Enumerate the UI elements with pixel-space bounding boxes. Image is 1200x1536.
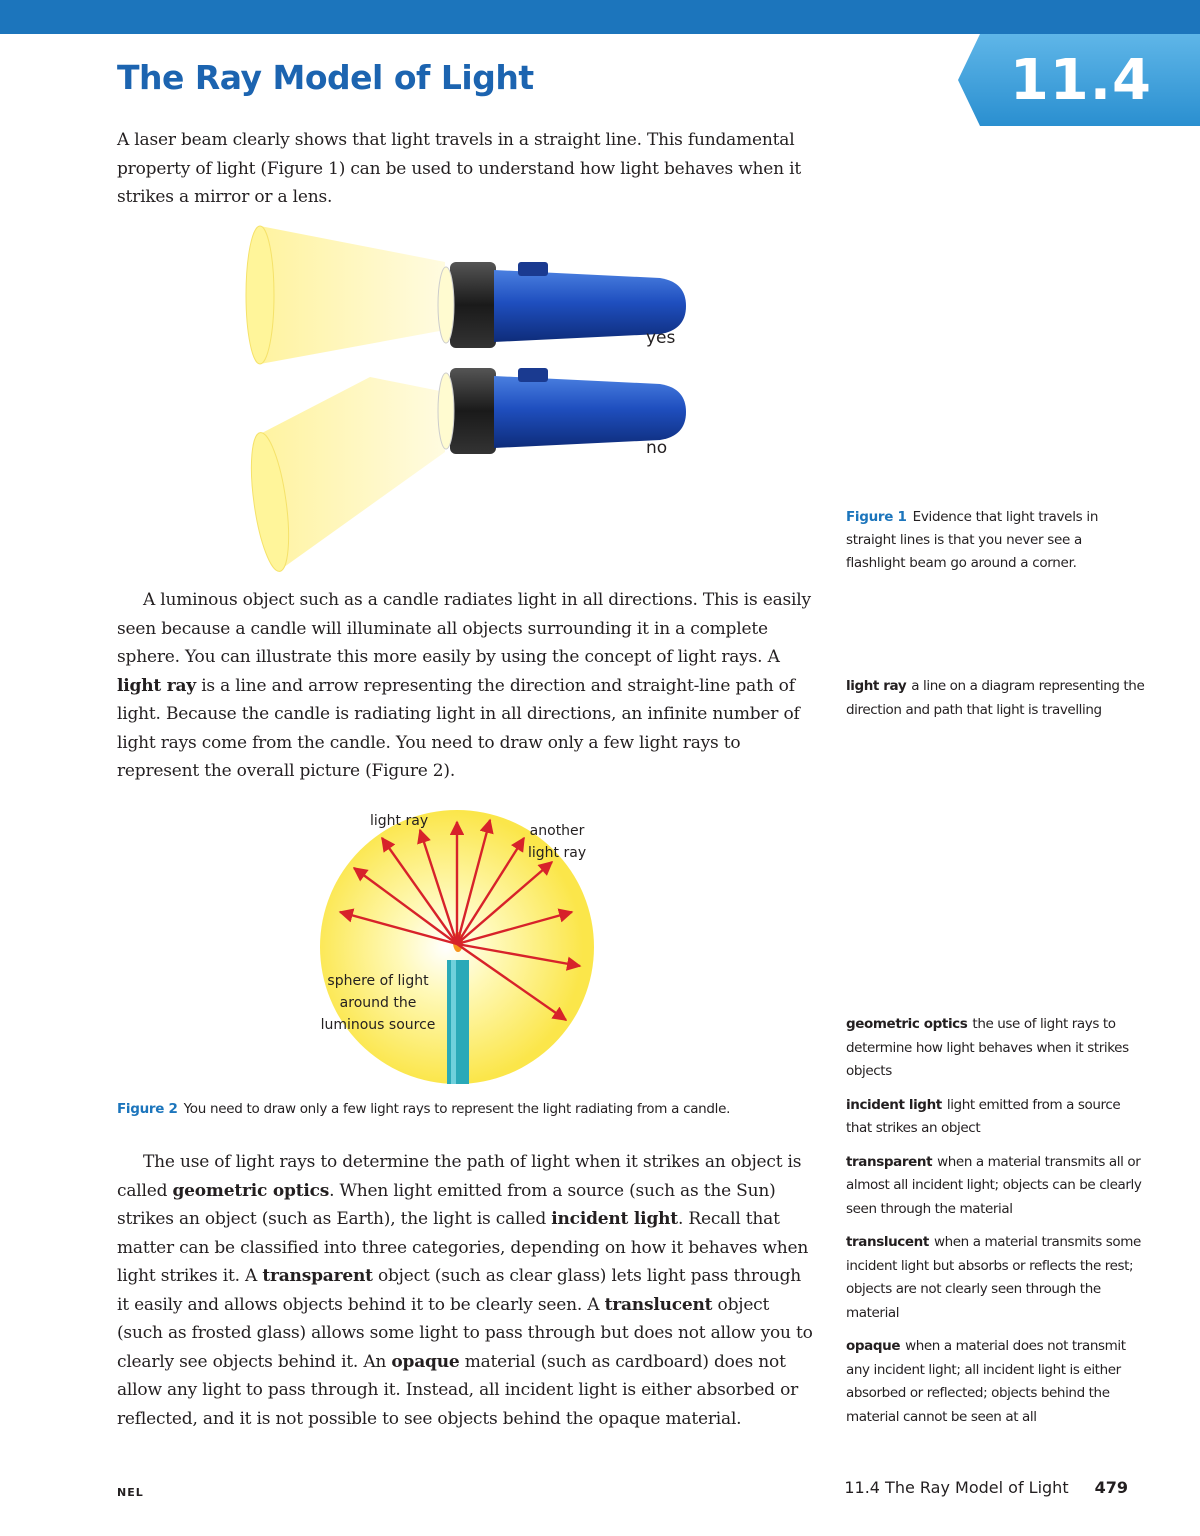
glossary-incident-light: [846, 1094, 1146, 1141]
gloss-def: the use of light rays to determine how light behaves when it strikes objects: [846, 1016, 1129, 1079]
footer-publisher: NEL: [117, 1486, 144, 1499]
flashlight-head-bottom: [450, 368, 496, 454]
luminous-object-paragraph: [117, 586, 817, 786]
label-another-light-ray: [528, 820, 586, 864]
label-sphere-line3: luminous source: [320, 1017, 436, 1033]
straight-beam: [260, 226, 445, 364]
glossary-transparent: [846, 1151, 1146, 1222]
intro-paragraph: A laser beam clearly shows that light travels in a straight line. This fundamental property of light (Figure 1) can be used to understand how light behaves when it strikes a mirror or a lens.: [117, 130, 801, 207]
p3-text-e: object (such as frosted glass) allows some light to pass through but does not allow you to clearly see objects behind it. An: [117, 1294, 813, 1372]
p3-term-geometric-optics: geometric optics: [172, 1180, 330, 1201]
figure-1-caption-text: Evidence that light travels in straight lines is that you never see a flashlight beam go around a corner.: [846, 509, 1099, 571]
label-no: no: [646, 438, 668, 458]
gloss-term: translucent: [846, 1234, 929, 1250]
label-light-ray: light ray: [370, 813, 429, 829]
label-another-line2: light ray: [528, 845, 587, 861]
glossary-geometric-optics: [846, 1013, 1146, 1084]
page-title: The Ray Model of Light: [117, 58, 534, 97]
section-number-tab: [958, 34, 1200, 126]
gloss-term: geometric optics: [846, 1016, 968, 1032]
p3-text-a: The use of light rays to determine the path of light when it strikes an object is called: [117, 1152, 802, 1201]
flashlights-illustration: [240, 222, 700, 590]
p3-term-translucent: translucent: [604, 1294, 713, 1315]
p2-term-light-ray: light ray: [117, 675, 196, 696]
p3-text-d: object (such as clear glass) lets light pass through it easily and allows objects behind it to be clearly seen. A: [117, 1266, 802, 1315]
label-sphere-line1: sphere of light: [327, 973, 429, 989]
gloss-term: incident light: [846, 1096, 942, 1113]
p2-text-b: is a line and arrow representing the direction and straight-line path of light. Because the candle is radiating light in all directions, an infinite number of light rays come from the candle. You need to draw only a few light rays to represent the overall picture (Figure 2).: [117, 675, 800, 781]
geometric-optics-paragraph: [117, 1148, 817, 1433]
candle-body: [447, 960, 469, 1084]
figure-2-candle: [310, 802, 630, 1086]
figure-2-caption-label: Figure 2: [117, 1101, 178, 1117]
footer-running-title: 11.4 The Ray Model of Light: [844, 1478, 1069, 1497]
p3-term-incident-light: incident light: [551, 1209, 678, 1229]
flashlight-head-top: [450, 262, 496, 348]
glossary-translucent: [846, 1231, 1146, 1325]
figure-2-caption-text: You need to draw only a few light rays to represent the light radiating from a candle.: [183, 1101, 731, 1117]
section-number: 11.4: [1009, 47, 1152, 113]
gloss-def: when a material does not transmit any incident light; all incident light is either absorbed or reflected; objects behind the material cannot be seen at all: [846, 1338, 1126, 1425]
label-another-line1: another: [529, 823, 585, 839]
gloss-def: light emitted from a source that strikes an object: [846, 1096, 1121, 1136]
p2-text-a: A luminous object such as a candle radiates light in all directions. This is easily seen because a candle will illuminate all objects surrounding it in a complete sphere. You can illustrate this more easily by using the concept of light rays. A: [117, 590, 811, 667]
figure-1-caption: [846, 506, 1136, 575]
gloss-term: light ray: [846, 678, 907, 694]
figure-1-caption-label: Figure 1: [846, 509, 907, 525]
glossary-opaque: [846, 1335, 1146, 1429]
glossary-list: [846, 1013, 1146, 1439]
gloss-def: a line on a diagram representing the direction and path that light is travelling: [846, 678, 1145, 718]
p3-term-transparent: transparent: [262, 1266, 373, 1286]
page-number: 479: [1094, 1478, 1128, 1497]
footer-running-head: [844, 1478, 1128, 1497]
label-sphere-of-light: [318, 970, 438, 1036]
figure-2-caption: [117, 1098, 817, 1121]
top-color-bar: [0, 0, 1200, 34]
gloss-def: when a material transmits some incident light but absorbs or reflects the rest; objects are not clearly seen through the material: [846, 1234, 1141, 1321]
glossary-light-ray: [846, 675, 1146, 732]
figure-1-flashlights: [240, 222, 700, 590]
label-yes: yes: [646, 328, 676, 348]
p3-text-c: . Recall that matter can be classified into three categories, depending on how it behaves when light strikes it. A: [117, 1209, 809, 1286]
gloss-term: transparent: [846, 1153, 933, 1170]
gloss-def: when a material transmits all or almost all incident light; objects can be clearly seen through the material: [846, 1153, 1142, 1217]
label-sphere-line2: around the: [339, 995, 417, 1011]
gloss-term: opaque: [846, 1338, 901, 1354]
p3-text-b: . When light emitted from a source (such as the Sun) strikes an object (such as Earth), the light is called: [117, 1180, 776, 1229]
p3-term-opaque: opaque: [391, 1351, 460, 1372]
p3-text-f: material (such as cardboard) does not allow any light to pass through it. Instead, all incident light is either absorbed or reflected, and it is not possible to see objects behind the opaque material.: [117, 1351, 799, 1429]
